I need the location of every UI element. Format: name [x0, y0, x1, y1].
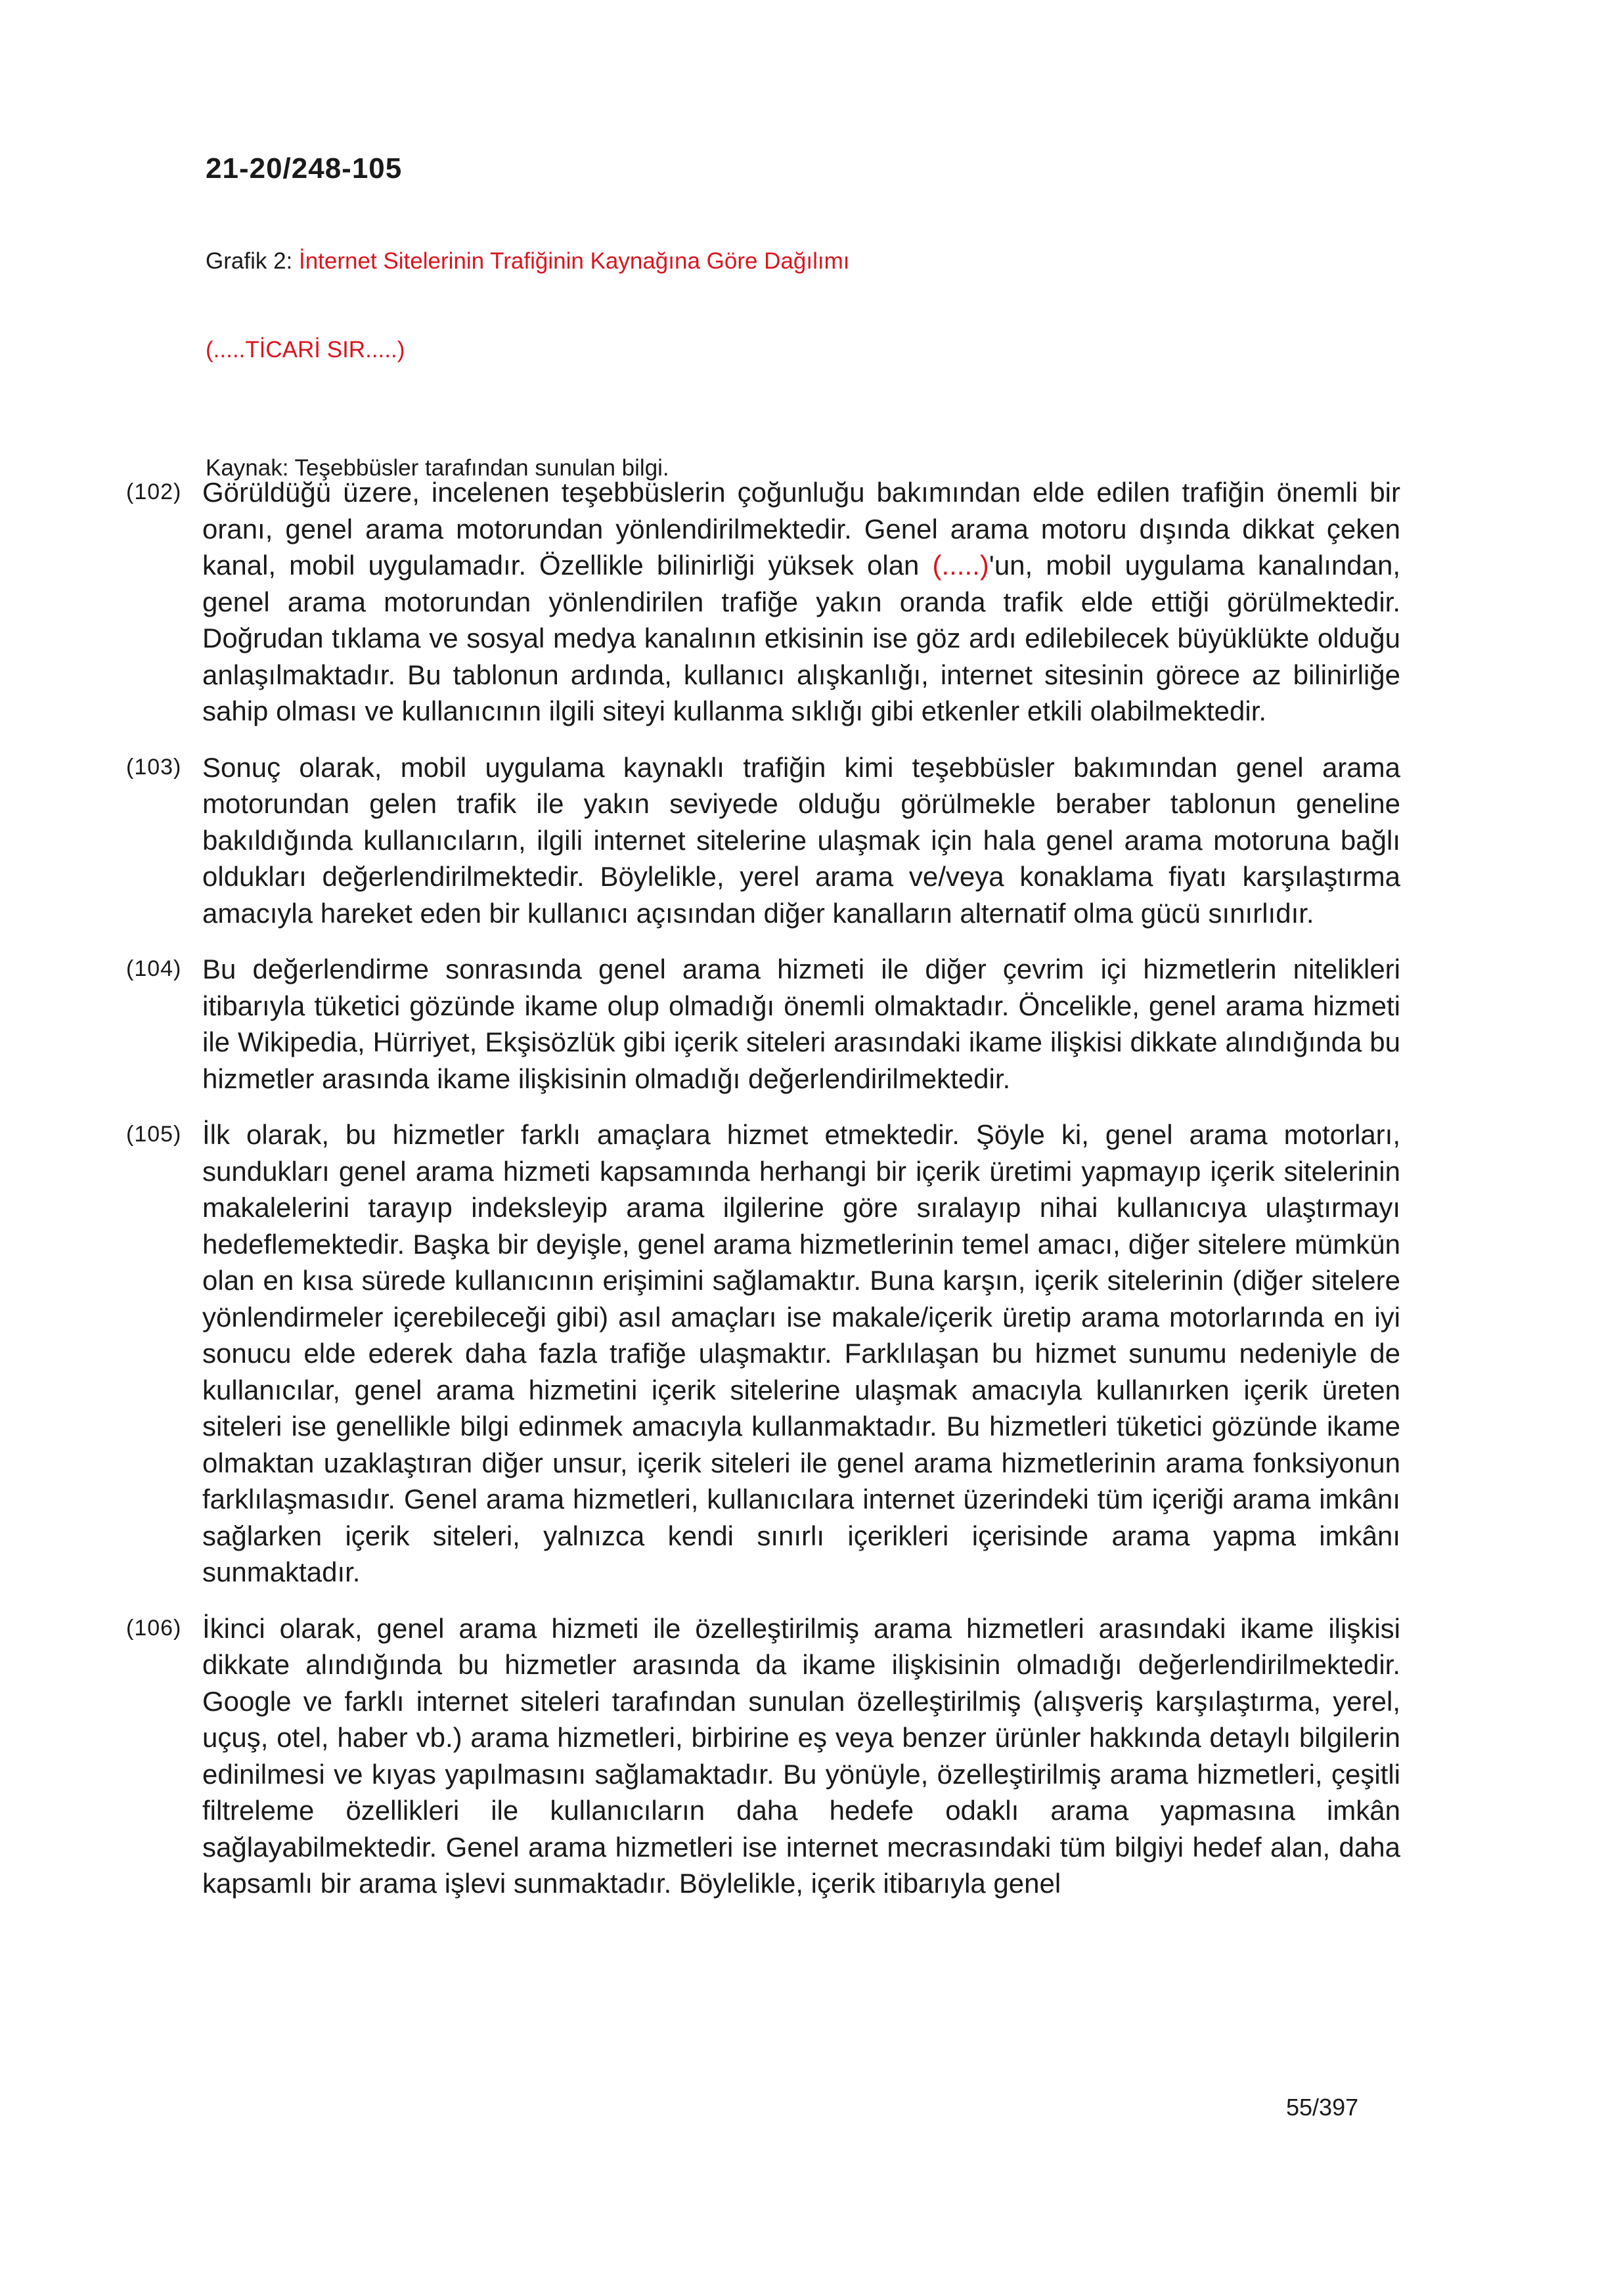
paragraph-number: (102): [126, 479, 182, 504]
paragraph-number: (104): [126, 956, 182, 981]
paragraph-103: [126, 749, 1400, 932]
paragraph-number: (105): [126, 1122, 182, 1147]
paragraph-104: [126, 951, 1400, 1097]
figure-caption-title: İnternet Sitelerinin Trafiğinin Kaynağına Göre Dağılımı: [298, 248, 850, 274]
paragraph-number: (103): [126, 754, 182, 780]
figure-caption-prefix: Grafik 2:: [206, 248, 299, 274]
page-number: 55/397: [1286, 2094, 1359, 2121]
paragraph-number: (106): [126, 1615, 182, 1641]
paragraph-106: [126, 1610, 1400, 1902]
paragraph-text: [202, 474, 1400, 730]
source-note: Kaynak: Teşebbüsler tarafından sunulan bilgi.: [206, 455, 669, 481]
paragraph-text: Sonuç olarak, mobil uygulama kaynaklı trafiğin kimi teşebbüsler bakımından genel arama motorundan gelen trafik ile yakın seviyede olduğu görülmekle beraber tablonun geneline bakıldığında kullanıcıların, ilgili internet sitelerine ulaşmak için hala genel arama motoruna bağlı oldukları değerlendirilmektedir. Böylelikle, yerel arama ve/veya konaklama fiyatı karşılaştırma amacıyla hareket eden bir kullanıcı açısından diğer kanalların alternatif olma gücü sınırlıdır.: [202, 751, 1400, 929]
paragraph-102: [126, 474, 1400, 730]
paragraph-text: İlk olarak, bu hizmetler farklı amaçlara hizmet etmektedir. Şöyle ki, genel arama motorları, sundukları genel arama hizmeti kapsamında herhangi bir içerik üretimi yapmayıp içerik sitelerinin makalelerini tarayıp indeksleyip arama ilgilerine göre sıralayıp nihai kullanıcıya ulaştırmayı hedeflemektedir. Başka bir deyişle, genel arama hizmetlerinin temel amacı, diğer sitelere mümkün olan en kısa sürede kullanıcının erişimini sağlamaktır. Buna karşın, içerik sitelerinin (diğer sitelere yönlendirmeler içerebileceği gibi) asıl amaçları ise makale/içerik üretip arama motorlarında en iyi sonucu elde ederek daha fazla trafiğe ulaşmaktır. Farklılaşan bu hizmet sunumu nedeniyle de kullanıcılar, genel arama hizmetini içerik sitelerine ulaşmak amacıyla kullanırken içerik üreten siteleri ise genellikle bilgi edinmek amacıyla kullanmaktadır. Bu hizmetleri tüketici gözünde ikame olmaktan uzaklaştıran diğer unsur, içerik siteleri ile genel arama hizmetlerinin arama fonksiyonun farklılaşmasıdır. Genel arama hizmetleri, kullanıcılara internet üzerindeki tüm içeriği arama imkânı sağlarken içerik siteleri, yalnızca kendi sınırlı içerikleri içerisinde arama yapma imkânı sunmaktadır.: [202, 1119, 1400, 1587]
paragraph-105: [126, 1116, 1400, 1591]
paragraph-text: İkinci olarak, genel arama hizmeti ile özelleştirilmiş arama hizmetleri arasındaki ikame ilişkisi dikkate alındığında bu hizmetler arasında da ikame ilişkisinin olmadığı değerlendirilmektedir. Google ve farklı internet siteleri tarafından sunulan özelleştirilmiş (alışveriş karşılaştırma, yerel, uçuş, otel, haber vb.) arama hizmetleri, birbirine eş veya benzer ürünler hakkında detaylı bilgilerin edinilmesi ve kıyas yapılmasını sağlamaktadır. Bu yönüyle, özelleştirilmiş arama hizmetleri, çeşitli filtreleme özellikleri ile kullanıcıların daha hedefe odaklı arama yapmasına imkân sağlayabilmektedir. Genel arama hizmetleri ise internet mecrasındaki tüm bilgiyi hedef alan, daha kapsamlı bir arama işlevi sunmaktadır. Böylelikle, içerik itibarıyla genel: [202, 1612, 1400, 1899]
paragraph-text: Bu değerlendirme sonrasında genel arama hizmeti ile diğer çevrim içi hizmetlerin nitelikleri itibarıyla tüketici gözünde ikame olup olmadığı önemli olmaktadır. Öncelikle, genel arama hizmeti ile Wikipedia, Hürriyet, Ekşisözlük gibi içerik siteleri arasındaki ikame ilişkisi dikkate alındığında bu hizmetler arasında ikame ilişkisinin olmadığı değerlendirilmektedir.: [202, 954, 1400, 1094]
trade-secret-notice: (.....TİCARİ SIR.....): [206, 337, 405, 363]
paragraph-text-part-a: Görüldüğü üzere, incelenen teşebbüslerin çoğunluğu bakımından elde edilen trafiğin önemli bir oranı, genel arama motorundan yönlendirilmektedir. Genel arama motoru dışında dikkat çeken kanal, mobil uygulamadır. Özellikle bilinirliği yüksek olan: [202, 477, 1400, 581]
paragraph-text-part-b: 'un, mobil uygulama kanalından, genel arama motorundan yönlendirilen trafiğe yakın oranda trafik elde ettiği görülmektedir. Doğrudan tıklama ve sosyal medya kanalının etkisinin ise göz ardı edilebilecek büyüklükte olduğu anlaşılmaktadır. Bu tablonun ardında, kullanıcı alışkanlığı, internet sitesinin görece az bilinirliğe sahip olması ve kullanıcının ilgili siteyi kullanma sıklığı gibi etkenler etkili olabilmektedir.: [202, 550, 1400, 726]
redacted-placeholder: (.....): [932, 550, 989, 581]
figure-caption: [206, 248, 849, 275]
document-number: 21-20/248-105: [206, 152, 403, 185]
paragraph-list: [126, 474, 1400, 1922]
